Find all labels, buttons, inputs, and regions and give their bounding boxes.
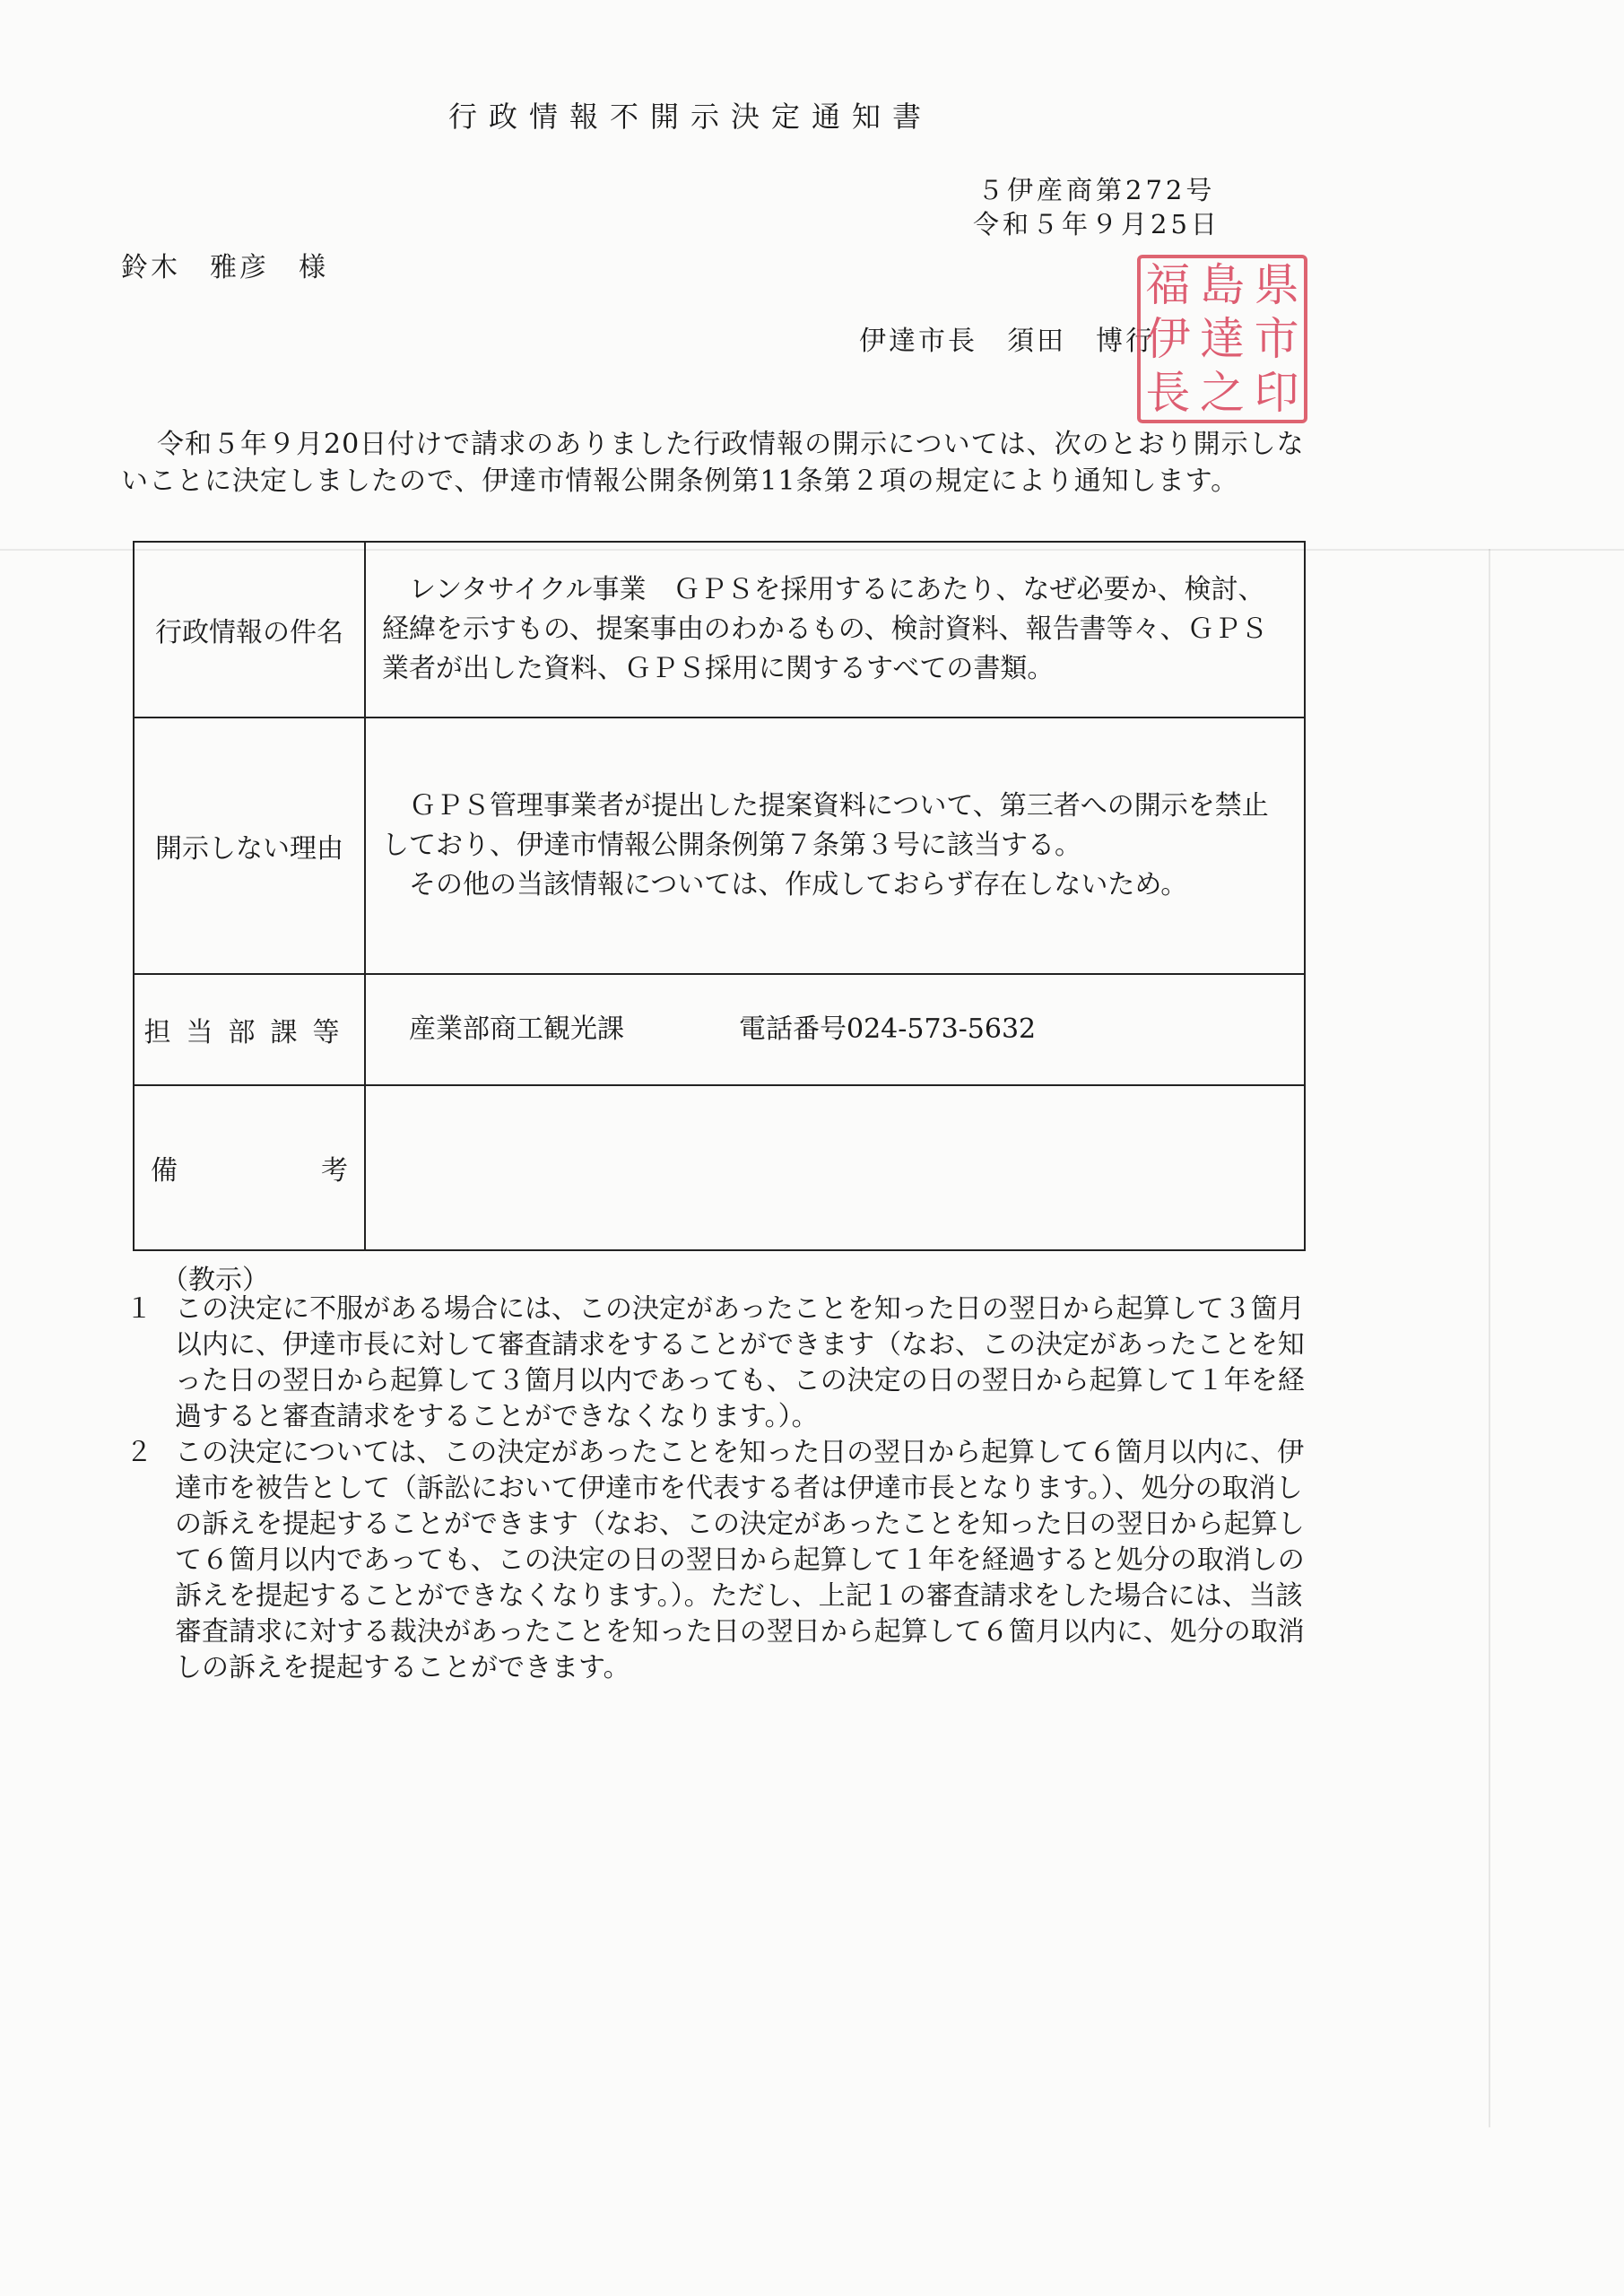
remarks-label: 備 考 [135,1086,366,1249]
fold-line-vertical [1489,549,1490,2127]
table-row-remarks [135,1086,1304,1249]
instructions-list [121,1292,1309,1686]
department-value [366,975,1304,1084]
subject-value: レンタサイクル事業 ＧＰＳを採用するにあたり、なぜ必要か、検討、経緯を示すもの、提案事由のわかるもの、検討資料、報告書等々、ＧＰＳ業者が出した資料、ＧＰＳ採用に関するすべての書類。 [382,574,1268,684]
addressee: 鈴木 雅彦 様 [121,252,328,283]
remarks-value [366,1086,1304,1249]
department-name: 産業部商工観光課 [409,1013,624,1045]
document-date: 令和５年９月25日 [973,209,1220,239]
document-number: ５伊産商第272号 [977,175,1216,205]
reason-value [366,718,1304,973]
sender: 伊達市長 須田 博行 [859,326,1155,357]
official-seal: 県 市 印 島 達 之 福 伊 長 [1137,255,1307,423]
table-row-reason [135,718,1304,975]
reason-label: 開示しない理由 [135,718,366,973]
document-title: 行政情報不開示決定通知書 [448,100,934,134]
reason-line-2: その他の当該情報については、作成しておらず存在しないため。 [409,869,1188,900]
department-label: 担当部課等 [135,975,366,1084]
reason-line-1: ＧＰＳ管理事業者が提出した提案資料について、第三者への開示を禁止しており、伊達市情報公開条例第７条第３号に該当する。 [382,790,1269,861]
subject-label: 行政情報の件名 [135,543,366,717]
table-row-subject [135,543,1304,718]
department-phone: 電話番号024-573-5632 [739,1013,1037,1045]
list-item: １ この決定に不服がある場合には、この決定があったことを知った日の翌日から起算して３箇月以内に、伊達市長に対して審査請求をすることができます（なお、この決定があったことを知った日の翌日から起算して３箇月以内であっても、この決定の日の翌日から起算して１年を経過すると審査請求をすることができなくなります。）。 [126,1293,1305,1432]
list-item: ２ この決定については、この決定があったことを知った日の翌日から起算して６箇月以内に、伊達市を被告として（訴訟において伊達市を代表する者は伊達市長となります。）、処分の取消しの訴えを提起することができます（なお、この決定があったことを知った日の翌日から起算して６箇月以内であっても、この決定の日の翌日から起算して１年を経過すると処分の取消しの訴えを提起することができなくなります。）。ただし、上記１の審査請求をした場合には、当該審査請求に対する裁決があったことを知った日の翌日から起算して６箇月以内に、処分の取消しの訴えを提起することができます。 [126,1437,1305,1683]
table-row-department [135,975,1304,1086]
intro-paragraph: 令和５年９月20日付けで請求のありました行政情報の開示については、次のとおり開示しないことに決定しましたので、伊達市情報公開条例第11条第２項の規定により通知します。 [121,429,1305,497]
instructions-heading: （教示） [161,1265,269,1296]
decision-table [133,541,1306,1251]
